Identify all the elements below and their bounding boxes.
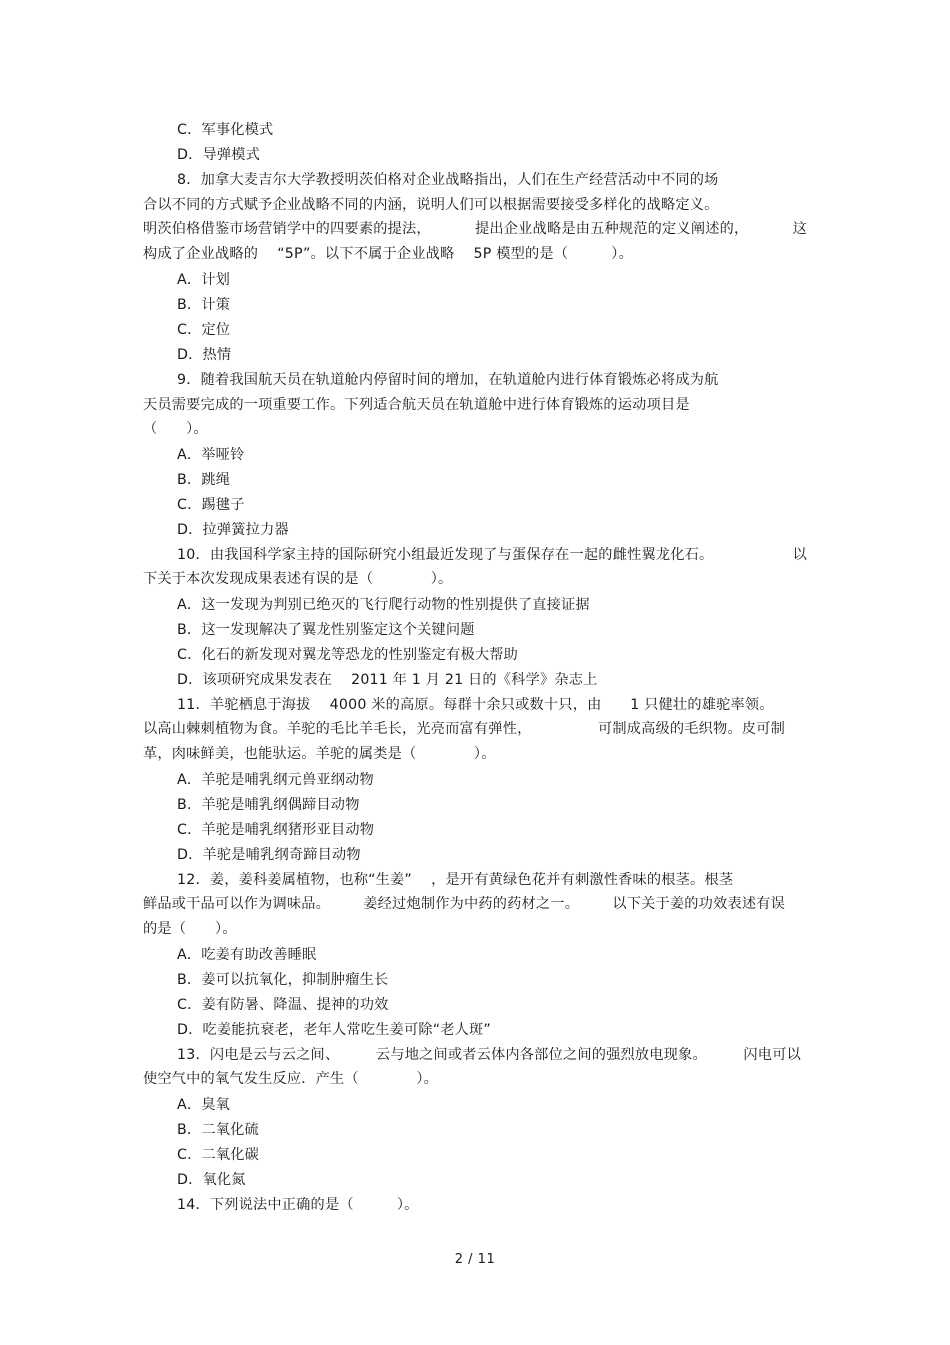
option-c-q11: C．羊驼是哺乳纲猪形亚目动物 xyxy=(177,822,375,838)
option-a-q9: A．举哑铃 xyxy=(177,447,245,463)
option-c-q9: C．踢毽子 xyxy=(177,497,245,513)
option-a-q8: A．计划 xyxy=(177,272,231,288)
question-8-line-4: 构成了企业战略的 “5P”。以下不属于企业战略 5P 模型的是（ ）。 xyxy=(143,246,633,262)
option-d-q11: D．羊驼是哺乳纲奇蹄目动物 xyxy=(177,847,361,863)
option-b-q11: B．羊驼是哺乳纲偶蹄目动物 xyxy=(177,797,360,813)
text-segment: 云与地之间或者云体内各部位之间的强烈放电现象。 xyxy=(375,1047,707,1063)
option-b-q13: B．二氧化硫 xyxy=(177,1122,259,1138)
option-d-q9: D．拉弹簧拉力器 xyxy=(177,522,289,538)
text-segment: 10．由我国科学家主持的国际研究小组最近发现了与蛋保存在一起的雌性翼龙化石。 xyxy=(177,547,714,563)
option-c-q10: C．化石的新发现对翼龙等恐龙的性别鉴定有极大帮助 xyxy=(177,647,519,663)
option-d-q7: D．导弹模式 xyxy=(177,147,261,163)
option-c-q8: C．定位 xyxy=(177,322,231,338)
option-b-q12: B．姜可以抗氧化，抑制肿瘤生长 xyxy=(177,972,389,988)
question-11-line-3: 革，肉味鲜美，也能驮运。羊驼的属类是（ ）。 xyxy=(143,746,496,762)
option-c-q12: C．姜有防暑、降温、提神的功效 xyxy=(177,997,389,1013)
option-a-q10: A．这一发现为判别已绝灭的飞行爬行动物的性别提供了直接证据 xyxy=(177,597,590,613)
option-a-q12: A．吃姜有助改善睡眠 xyxy=(177,947,317,963)
question-12-line-2 xyxy=(143,895,785,913)
text-segment: 以高山棘刺植物为食。羊驼的毛比羊毛长，光亮而富有弹性， xyxy=(143,721,532,737)
option-b-q9: B．跳绳 xyxy=(177,472,231,488)
question-10-line-1 xyxy=(177,546,807,564)
question-9-line-1: 9．随着我国航天员在轨道舱内停留时间的增加，在轨道舱内进行体育锻炼必将成为航 xyxy=(177,372,719,388)
option-d-q12: D．吃姜能抗衰老，老年人常吃生姜可除“老人斑” xyxy=(177,1022,491,1038)
question-12-line-3: 的是（ ）。 xyxy=(143,921,237,937)
question-11-line-2 xyxy=(143,720,785,738)
question-10-line-2: 下关于本次发现成果表述有误的是（ ）。 xyxy=(143,571,453,587)
question-13-line-1 xyxy=(177,1046,801,1064)
text-segment: 明茨伯格借鉴市场营销学中的四要素的提法， xyxy=(143,221,431,237)
option-b-q8: B．计策 xyxy=(177,297,231,313)
question-12-line-1: 12．姜，姜科姜属植物，也称“生姜” ，是开有黄绿色花并有刺激性香味的根茎。根茎 xyxy=(177,872,734,888)
text-segment: 以下关于姜的功效表述有误 xyxy=(612,896,785,912)
option-d-q8: D．热情 xyxy=(177,347,232,363)
text-segment: 闪电可以 xyxy=(743,1047,801,1063)
option-a-q11: A．羊驼是哺乳纲元兽亚纲动物 xyxy=(177,772,374,788)
text-segment: 鲜品或干品可以作为调味品。 xyxy=(143,896,331,912)
option-c-q13: C．二氧化碳 xyxy=(177,1147,260,1163)
text-segment: 可制成高级的毛织物。皮可制 xyxy=(597,721,785,737)
text-segment: 13．闪电是云与云之间、 xyxy=(177,1047,340,1063)
question-8-line-1: 8．加拿大麦吉尔大学教授明茨伯格对企业战略指出，人们在生产经营活动中不同的场 xyxy=(177,172,719,188)
option-a-q13: A．臭氧 xyxy=(177,1097,231,1113)
question-13-line-2: 使空气中的氧气发生反应．产生（ ）。 xyxy=(143,1071,439,1087)
option-c-q7: C．军事化模式 xyxy=(177,122,274,138)
question-8-line-2: 合以不同的方式赋予企业战略不同的内涵，说明人们可以根据需要接受多样化的战略定义。 xyxy=(143,197,719,213)
option-d-q13: D．氧化氮 xyxy=(177,1172,246,1188)
text-segment: 提出企业战略是由五种规范的定义阐述的， xyxy=(475,221,749,237)
question-9-line-2: 天员需要完成的一项重要工作。下列适合航天员在轨道舱中进行体育锻炼的运动项目是 xyxy=(143,397,690,413)
question-14-line-1: 14．下列说法中正确的是（ ）。 xyxy=(177,1197,419,1213)
page-number: 2 / 11 xyxy=(454,1252,496,1267)
question-11-line-1: 11．羊驼栖息于海拔 4000 米的高原。每群十余只或数十只，由 1 只健壮的雄驼率领。 xyxy=(177,697,774,713)
question-9-line-3: （ ）。 xyxy=(143,421,208,437)
text-segment: 这 xyxy=(792,221,807,237)
option-b-q10: B．这一发现解决了翼龙性别鉴定这个关键问题 xyxy=(177,622,475,638)
option-d-q10: D．该项研究成果发表在 2011 年 1 月 21 日的《科学》杂志上 xyxy=(177,672,598,688)
question-8-line-3 xyxy=(143,220,807,238)
text-segment: 姜经过炮制作为中药的药材之一。 xyxy=(363,896,580,912)
text-segment: 以 xyxy=(792,547,807,563)
